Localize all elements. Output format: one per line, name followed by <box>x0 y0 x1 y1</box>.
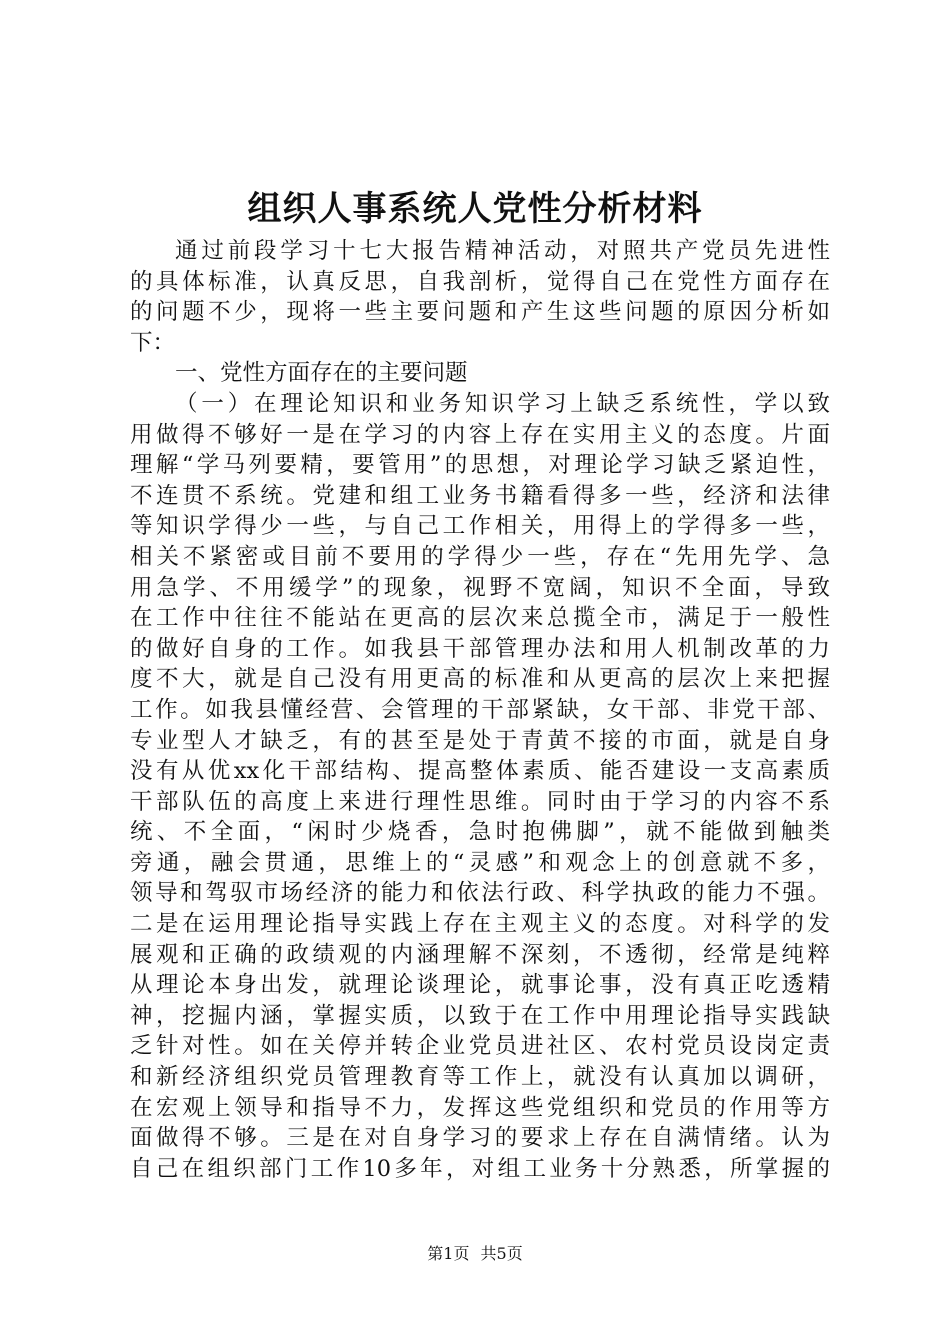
page-number: 第1页 <box>427 1244 470 1263</box>
body-text-line: 旁通，融会贯通，思维上的“灵感”和观念上的创意就不多， <box>130 849 830 876</box>
page-footer <box>0 1242 950 1266</box>
body-text-line: 理解“学马列要精，要管用”的思想，对理论学习缺乏紧迫性， <box>130 452 830 479</box>
body-text-line: 在宏观上领导和指导不力，发挥这些党组织和党员的作用等方 <box>130 1094 830 1121</box>
body-text-line: 用急学、不用缓学”的现象，视野不宽阔，知识不全面，导致 <box>130 574 830 601</box>
body-text-line: 二是在运用理论指导实践上存在主观主义的态度。对科学的发 <box>130 911 830 938</box>
body-text-line: 等知识学得少一些，与自己工作相关，用得上的学得多一些， <box>130 513 830 540</box>
body-text-line: 的做好自身的工作。如我县干部管理办法和用人机制改革的力 <box>130 635 830 662</box>
body-text-line: 没有从优xx化干部结构、提高整体素质、能否建设一支高素质 <box>130 758 830 785</box>
document-title: 组织人事系统人党性分析材料 <box>247 189 703 229</box>
body-text-line: 展观和正确的政绩观的内涵理解不深刻，不透彻，经常是纯粹 <box>130 941 830 968</box>
body-text-line: 从理论本身出发，就理论谈理论，就事论事，没有真正吃透精 <box>130 972 830 999</box>
body-text-line: 度不大，就是自己没有用更高的标准和从更高的层次上来把握 <box>130 666 830 693</box>
body-text-line: 的具体标准，认真反思，自我剖析，觉得自己在党性方面存在 <box>130 268 830 295</box>
body-text-line: 领导和驾驭市场经济的能力和依法行政、科学执政的能力不强。 <box>130 880 830 907</box>
body-text-line: 用做得不够好一是在学习的内容上存在实用主义的态度。片面 <box>130 421 830 448</box>
body-text-line: 和新经济组织党员管理教育等工作上，就没有认真加以调研， <box>130 1064 830 1091</box>
body-text-line: 统、不全面，“闲时少烧香，急时抱佛脚”，就不能做到触类 <box>130 819 830 846</box>
body-text-line: 的问题不少，现将一些主要问题和产生这些问题的原因分析如 <box>130 299 830 326</box>
body-text-line: 自己在组织部门工作10多年，对组工业务十分熟悉，所掌握的 <box>130 1155 830 1182</box>
body-text-line: 下： <box>130 329 176 356</box>
body-text-line: 相关不紧密或目前不要用的学得少一些，存在“先用先学、急 <box>130 543 830 570</box>
body-text-line: 干部队伍的高度上来进行理性思维。同时由于学习的内容不系 <box>130 788 830 815</box>
page-total: 共5页 <box>480 1244 523 1263</box>
body-text-line: 乏针对性。如在关停并转企业党员进社区、农村党员设岗定责 <box>130 1033 830 1060</box>
body-text-line: 神，挖掘内涵，掌握实质，以致于在工作中用理论指导实践缺 <box>130 1002 830 1029</box>
body-text-line: 专业型人才缺乏，有的甚至是处于青黄不接的市面，就是自身 <box>130 727 830 754</box>
body-text-line: 工作。如我县懂经营、会管理的干部紧缺，女干部、非党干部、 <box>130 696 830 723</box>
body-text-line: 通过前段学习十七大报告精神活动，对照共产党员先进性 <box>175 238 830 264</box>
document-body <box>130 236 830 1184</box>
body-text-line: 一、党性方面存在的主要问题 <box>175 360 468 387</box>
body-text-line: 不连贯不系统。党建和组工业务书籍看得多一些，经济和法律 <box>130 482 830 509</box>
body-text-line: （一）在理论知识和业务知识学习上缺乏系统性，学以致 <box>175 390 830 417</box>
body-text-line: 在工作中往往不能站在更高的层次来总揽全市，满足于一般性 <box>130 605 830 632</box>
body-text-line: 面做得不够。三是在对自身学习的要求上存在自满情绪。认为 <box>130 1125 830 1152</box>
